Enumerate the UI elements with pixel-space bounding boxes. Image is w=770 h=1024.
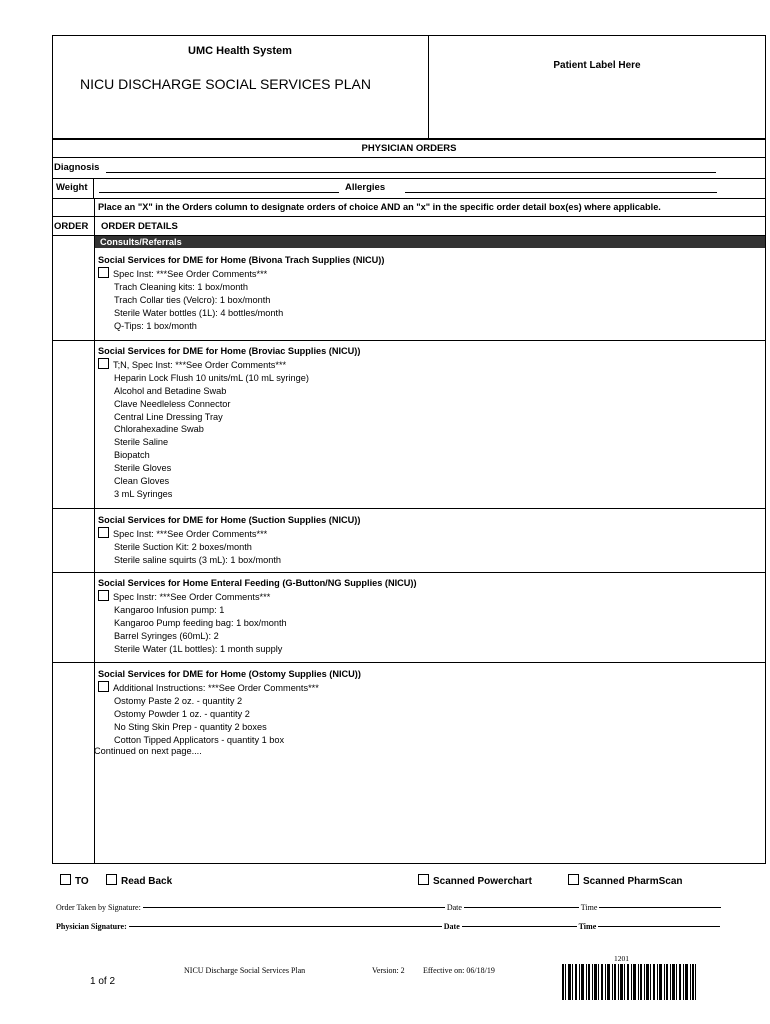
rule xyxy=(52,508,766,509)
order-item: Trach Collar ties (Velcro): 1 box/month xyxy=(114,294,271,305)
order-title: Social Services for DME for Home (Broviac Supplies (NICU)) xyxy=(98,346,361,356)
order-title: Social Services for DME for Home (Bivona Trach Supplies (NICU)) xyxy=(98,255,385,265)
to-check xyxy=(60,874,89,887)
rule xyxy=(52,340,766,341)
order-column-heading: ORDER xyxy=(54,221,89,232)
order-taken-time-field[interactable] xyxy=(599,907,721,908)
order-item: Sterile Saline xyxy=(114,437,169,448)
barcode-icon xyxy=(562,964,696,1000)
physician-signature-row xyxy=(56,922,720,931)
order-item: Q-Tips: 1 box/month xyxy=(114,320,197,331)
order-item: Sterile Water (1L bottles): 1 month supply xyxy=(114,643,283,654)
scanned-powerchart-checkbox[interactable] xyxy=(418,874,429,885)
order-block-broviac xyxy=(98,345,360,501)
physician-time-label: Time xyxy=(578,922,597,931)
scanned-powerchart-check xyxy=(418,874,532,887)
details-column-heading: ORDER DETAILS xyxy=(101,221,178,232)
order-block-suction xyxy=(98,514,360,567)
read-back-label: Read Back xyxy=(121,876,173,887)
continued-note: Continued on next page.... xyxy=(94,746,202,756)
order-taken-time-label: Time xyxy=(580,903,598,912)
patient-label: Patient Label Here xyxy=(553,60,641,71)
order-instruction: Spec Inst: ***See Order Comments*** xyxy=(113,268,268,279)
order-item: Sterile Water bottles (1L): 4 bottles/month xyxy=(114,307,284,318)
form-title: NICU DISCHARGE SOCIAL SERVICES PLAN xyxy=(80,76,371,92)
order-title: Social Services for DME for Home (Ostomy Supplies (NICU)) xyxy=(98,669,361,679)
order-item: Kangaroo Pump feeding bag: 1 box/month xyxy=(114,617,287,628)
order-checkbox[interactable] xyxy=(98,267,109,278)
diagnosis-label: Diagnosis xyxy=(54,162,100,173)
physician-time-field[interactable] xyxy=(598,926,720,927)
section-bar xyxy=(95,236,765,248)
order-block-trach xyxy=(98,254,384,332)
order-item: Biopatch xyxy=(114,450,150,461)
physician-orders-heading: PHYSICIAN ORDERS xyxy=(361,143,457,154)
order-item: Ostomy Powder 1 oz. - quantity 2 xyxy=(114,708,250,719)
order-item: No Sting Skin Prep - quantity 2 boxes xyxy=(114,721,267,732)
to-checkbox[interactable] xyxy=(60,874,71,885)
order-item: Barrel Syringes (60mL): 2 xyxy=(114,630,219,641)
header-divider xyxy=(428,35,429,139)
order-item: Central Line Dressing Tray xyxy=(114,411,223,422)
order-instruction: Spec Instr: ***See Order Comments*** xyxy=(113,591,271,602)
rule xyxy=(52,572,766,573)
order-item: Sterile saline squirts (3 mL): 1 box/month xyxy=(114,554,281,565)
order-block-enteral xyxy=(98,577,417,655)
order-checkbox[interactable] xyxy=(98,681,109,692)
order-column-divider xyxy=(94,198,95,864)
order-item: Clave Needleless Connector xyxy=(114,398,231,409)
order-instruction: T;N, Spec Inst: ***See Order Comments*** xyxy=(113,359,287,370)
weight-column-divider xyxy=(93,178,94,198)
order-checkbox[interactable] xyxy=(98,590,109,601)
rule xyxy=(52,198,766,199)
order-checkbox[interactable] xyxy=(98,358,109,369)
form-number: 1201 xyxy=(614,954,629,963)
order-item: Kangaroo Infusion pump: 1 xyxy=(114,604,225,615)
scanned-pharmscan-checkbox[interactable] xyxy=(568,874,579,885)
page-number: 1 of 2 xyxy=(90,976,116,987)
order-item: Clean Gloves xyxy=(114,476,170,487)
order-instruction: Spec Inst: ***See Order Comments*** xyxy=(113,528,268,539)
order-taken-date-label: Date xyxy=(446,903,462,912)
scanned-pharmscan-label: Scanned PharmScan xyxy=(583,876,683,887)
allergies-label: Allergies xyxy=(345,182,386,193)
order-taken-signature-field[interactable] xyxy=(143,907,445,908)
read-back-checkbox[interactable] xyxy=(106,874,117,885)
order-instruction: Additional Instructions: ***See Order Comments*** xyxy=(113,682,319,693)
order-item: Ostomy Paste 2 oz. - quantity 2 xyxy=(114,695,243,706)
section-bar-label: Consults/Referrals xyxy=(100,237,182,247)
instruction-text: Place an "X" in the Orders column to designate orders of choice AND an "x" in the specific order detail box(es) where applicable. xyxy=(98,202,661,212)
order-taken-label: Order Taken by Signature: xyxy=(56,903,141,912)
footer-version: Version: 2 xyxy=(372,966,405,975)
order-item: Sterile Gloves xyxy=(114,463,172,474)
order-taken-date-field[interactable] xyxy=(464,907,579,908)
read-back-check xyxy=(106,874,172,887)
allergies-field[interactable] xyxy=(405,192,717,193)
rule xyxy=(52,178,766,179)
weight-label: Weight xyxy=(56,182,88,193)
footer-effective: Effective on: 06/18/19 xyxy=(423,966,495,975)
scanned-pharmscan-check xyxy=(568,874,682,887)
order-item: Alcohol and Betadine Swab xyxy=(114,385,227,396)
physician-signature-field[interactable] xyxy=(129,926,442,927)
order-item: Cotton Tipped Applicators - quantity 1 box xyxy=(114,734,285,745)
order-taken-row xyxy=(56,903,721,912)
order-item: Heparin Lock Flush 10 units/mL (10 mL syringe) xyxy=(114,372,309,383)
rule xyxy=(52,216,766,217)
order-title: Social Services for Home Enteral Feeding (G-Button/NG Supplies (NICU)) xyxy=(98,578,417,588)
footer-form-name: NICU Discharge Social Services Plan xyxy=(184,966,306,975)
weight-field[interactable] xyxy=(99,192,339,193)
order-checkbox[interactable] xyxy=(98,527,109,538)
physician-date-label: Date xyxy=(443,922,460,931)
rule xyxy=(52,157,766,158)
order-item: Sterile Suction Kit: 2 boxes/month xyxy=(114,541,252,552)
rule xyxy=(52,662,766,663)
scanned-powerchart-label: Scanned Powerchart xyxy=(433,876,532,887)
order-item: Trach Cleaning kits: 1 box/month xyxy=(114,281,248,292)
order-item: Chlorahexadine Swab xyxy=(114,424,204,435)
order-item: 3 mL Syringes xyxy=(114,488,173,499)
order-title: Social Services for DME for Home (Suction Supplies (NICU)) xyxy=(98,515,361,525)
order-block-ostomy xyxy=(98,668,361,746)
to-label: TO xyxy=(75,876,89,887)
diagnosis-field[interactable] xyxy=(106,172,716,173)
physician-signature-label: Physician Signature: xyxy=(56,922,127,931)
org-name: UMC Health System xyxy=(188,45,292,57)
physician-date-field[interactable] xyxy=(462,926,577,927)
